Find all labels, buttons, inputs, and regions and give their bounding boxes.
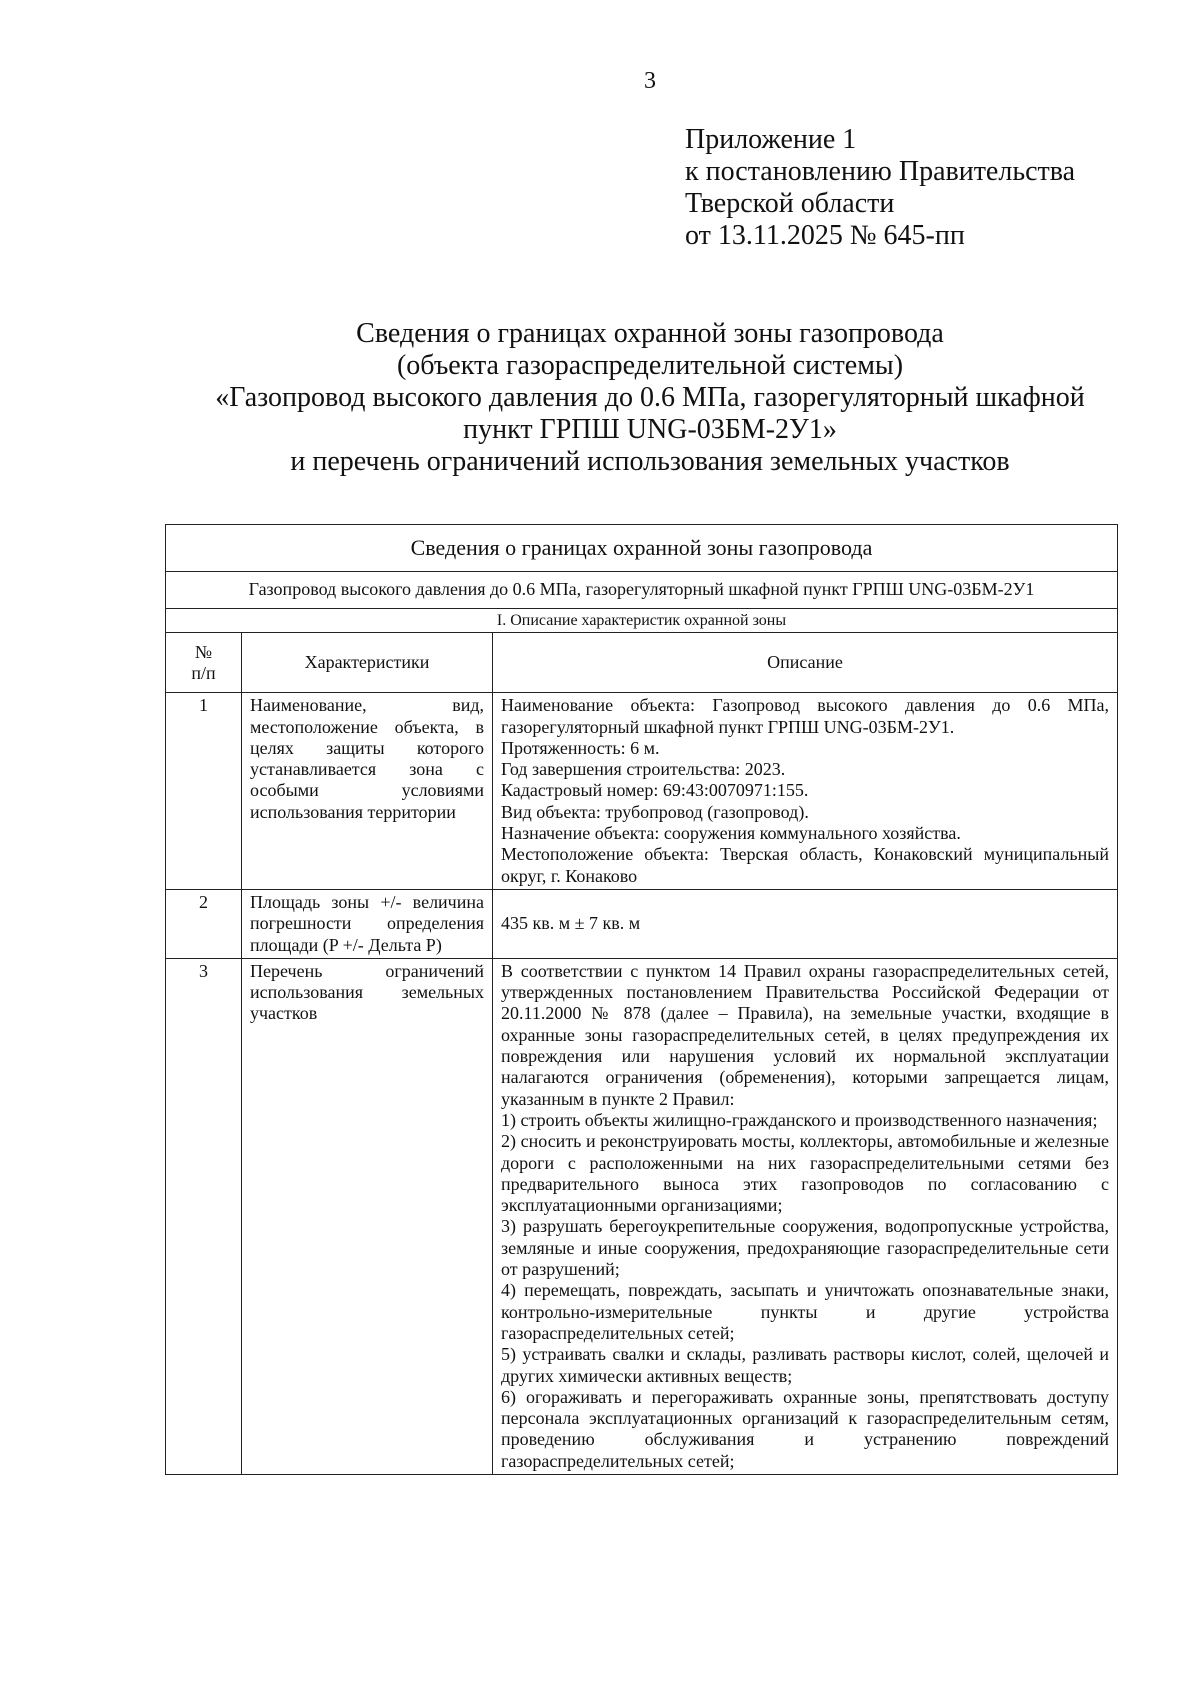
appendix-line: от 13.11.2025 № 645-пп: [685, 220, 965, 251]
section-title: I. Описание характеристик охранной зоны: [166, 609, 1118, 633]
restriction-item: 5) устраивать свалки и склады, разливать растворы кислот, солей, щелочей и других химически активных веществ;: [501, 1344, 1110, 1386]
restriction-item: 3) разрушать берегоукрепительные сооружения, водопропускные устройства, земляные и иные сооружения, предохраняющие газораспределительные сети от разрушений;: [501, 1216, 1110, 1280]
row-description: [493, 958, 1118, 1474]
table-heading-row: [166, 525, 1118, 572]
description-line: Год завершения строительства: 2023.: [501, 759, 786, 780]
object-name: Газопровод высокого давления до 0.6 МПа, газорегуляторный шкафной пункт ГРПШ UNG-03БМ-2У1: [166, 572, 1118, 609]
document-title: [150, 318, 1150, 478]
row-characteristic: Перечень ограничений использования земельных участков: [242, 958, 493, 1474]
object-name-row: [166, 572, 1118, 609]
column-header-row: [166, 633, 1118, 693]
row-description: [493, 693, 1118, 890]
restriction-item: 6) огораживать и перегораживать охранные зоны, препятствовать доступу персонала эксплуатационных организаций к газораспределительным сетям, проведению обслуживания и устранению повреждений газораспределительных сетей;: [501, 1386, 1110, 1471]
title-line: Сведения о границах охранной зоны газопровода: [356, 318, 944, 349]
row-characteristic: Наименование, вид, местоположение объекта, в целях защиты которого устанавливается зона с особыми условиями использования территории: [242, 693, 493, 890]
row-description: 435 кв. м ± 7 кв. м: [493, 889, 1118, 958]
row-characteristic: Площадь зоны +/- величина погрешности определения площади (P +/- Дельта P): [242, 889, 493, 958]
column-header-description: Описание: [493, 633, 1118, 693]
row-number: 2: [166, 889, 242, 958]
table-heading: Сведения о границах охранной зоны газопровода: [166, 525, 1118, 572]
appendix-line: Приложение 1: [685, 124, 857, 155]
column-header-num: [166, 633, 242, 693]
appendix-line: к постановлению Правительства: [685, 156, 1076, 187]
description-line: Местоположение объекта: Тверская область, Конаковский муниципальный округ, г. Конаково: [501, 844, 1110, 886]
description-line: Кадастровый номер: 69:43:0070971:155.: [501, 780, 809, 801]
title-line: и перечень ограничений использования земельных участков: [290, 446, 1010, 477]
row-number: 1: [166, 693, 242, 890]
table-row: [166, 889, 1118, 958]
column-header-num-line: №: [194, 641, 213, 662]
restriction-item: 4) перемещать, повреждать, засыпать и уничтожать опознавательные знаки, контрольно-измерительные пункты и другие устройства газораспределительных сетей;: [501, 1280, 1110, 1343]
column-header-characteristics: Характеристики: [242, 633, 493, 693]
description-line: Наименование объекта: Газопровод высокого давления до 0.6 МПа, газорегуляторный шкафной пункт ГРПШ UNG-03БМ-2У1.: [501, 695, 1110, 737]
description-paragraph: В соответствии с пунктом 14 Правил охраны газораспределительных сетей, утвержденных постановлением Правительства Российской Федерации от 20.11.2000 № 878 (далее – Правила), на земельные участки, входящие в охранные зоны газораспределительных сетей, в целях предупреждения их повреждения или нарушения условий их нормальной эксплуатации налагаются ограничения (обременения), которыми запрещается лицам, указанным в пункте 2 Правил:: [501, 960, 1110, 1109]
column-header-num-line: п/п: [191, 662, 216, 683]
description-line: Назначение объекта: сооружения коммунального хозяйства.: [501, 823, 961, 844]
restriction-item: 2) сносить и реконструировать мосты, коллекторы, автомобильные и железные дороги с расположенными на них газораспределительными сетями без предварительного выноса этих газопроводов по согласованию с эксплуатационными организациями;: [501, 1131, 1110, 1216]
restriction-item: 1) строить объекты жилищно-гражданского и производственного назначения;: [501, 1109, 1098, 1130]
appendix-block: [685, 124, 1075, 252]
title-line: «Газопровод высокого давления до 0.6 МПа, газорегуляторный шкафной: [215, 382, 1085, 413]
title-line: пункт ГРПШ UNG-03БМ-2У1»: [463, 414, 837, 445]
zone-table: [165, 524, 1118, 1475]
appendix-line: Тверской области: [685, 188, 895, 219]
page-number: 3: [644, 68, 656, 94]
table-row: [166, 958, 1118, 1474]
description-line: Вид объекта: трубопровод (газопровод).: [501, 801, 809, 822]
description-line: Протяженность: 6 м.: [501, 737, 660, 758]
section-row: [166, 609, 1118, 633]
table-row: [166, 693, 1118, 890]
title-line: (объекта газораспределительной системы): [396, 350, 904, 381]
row-number: 3: [166, 958, 242, 1474]
